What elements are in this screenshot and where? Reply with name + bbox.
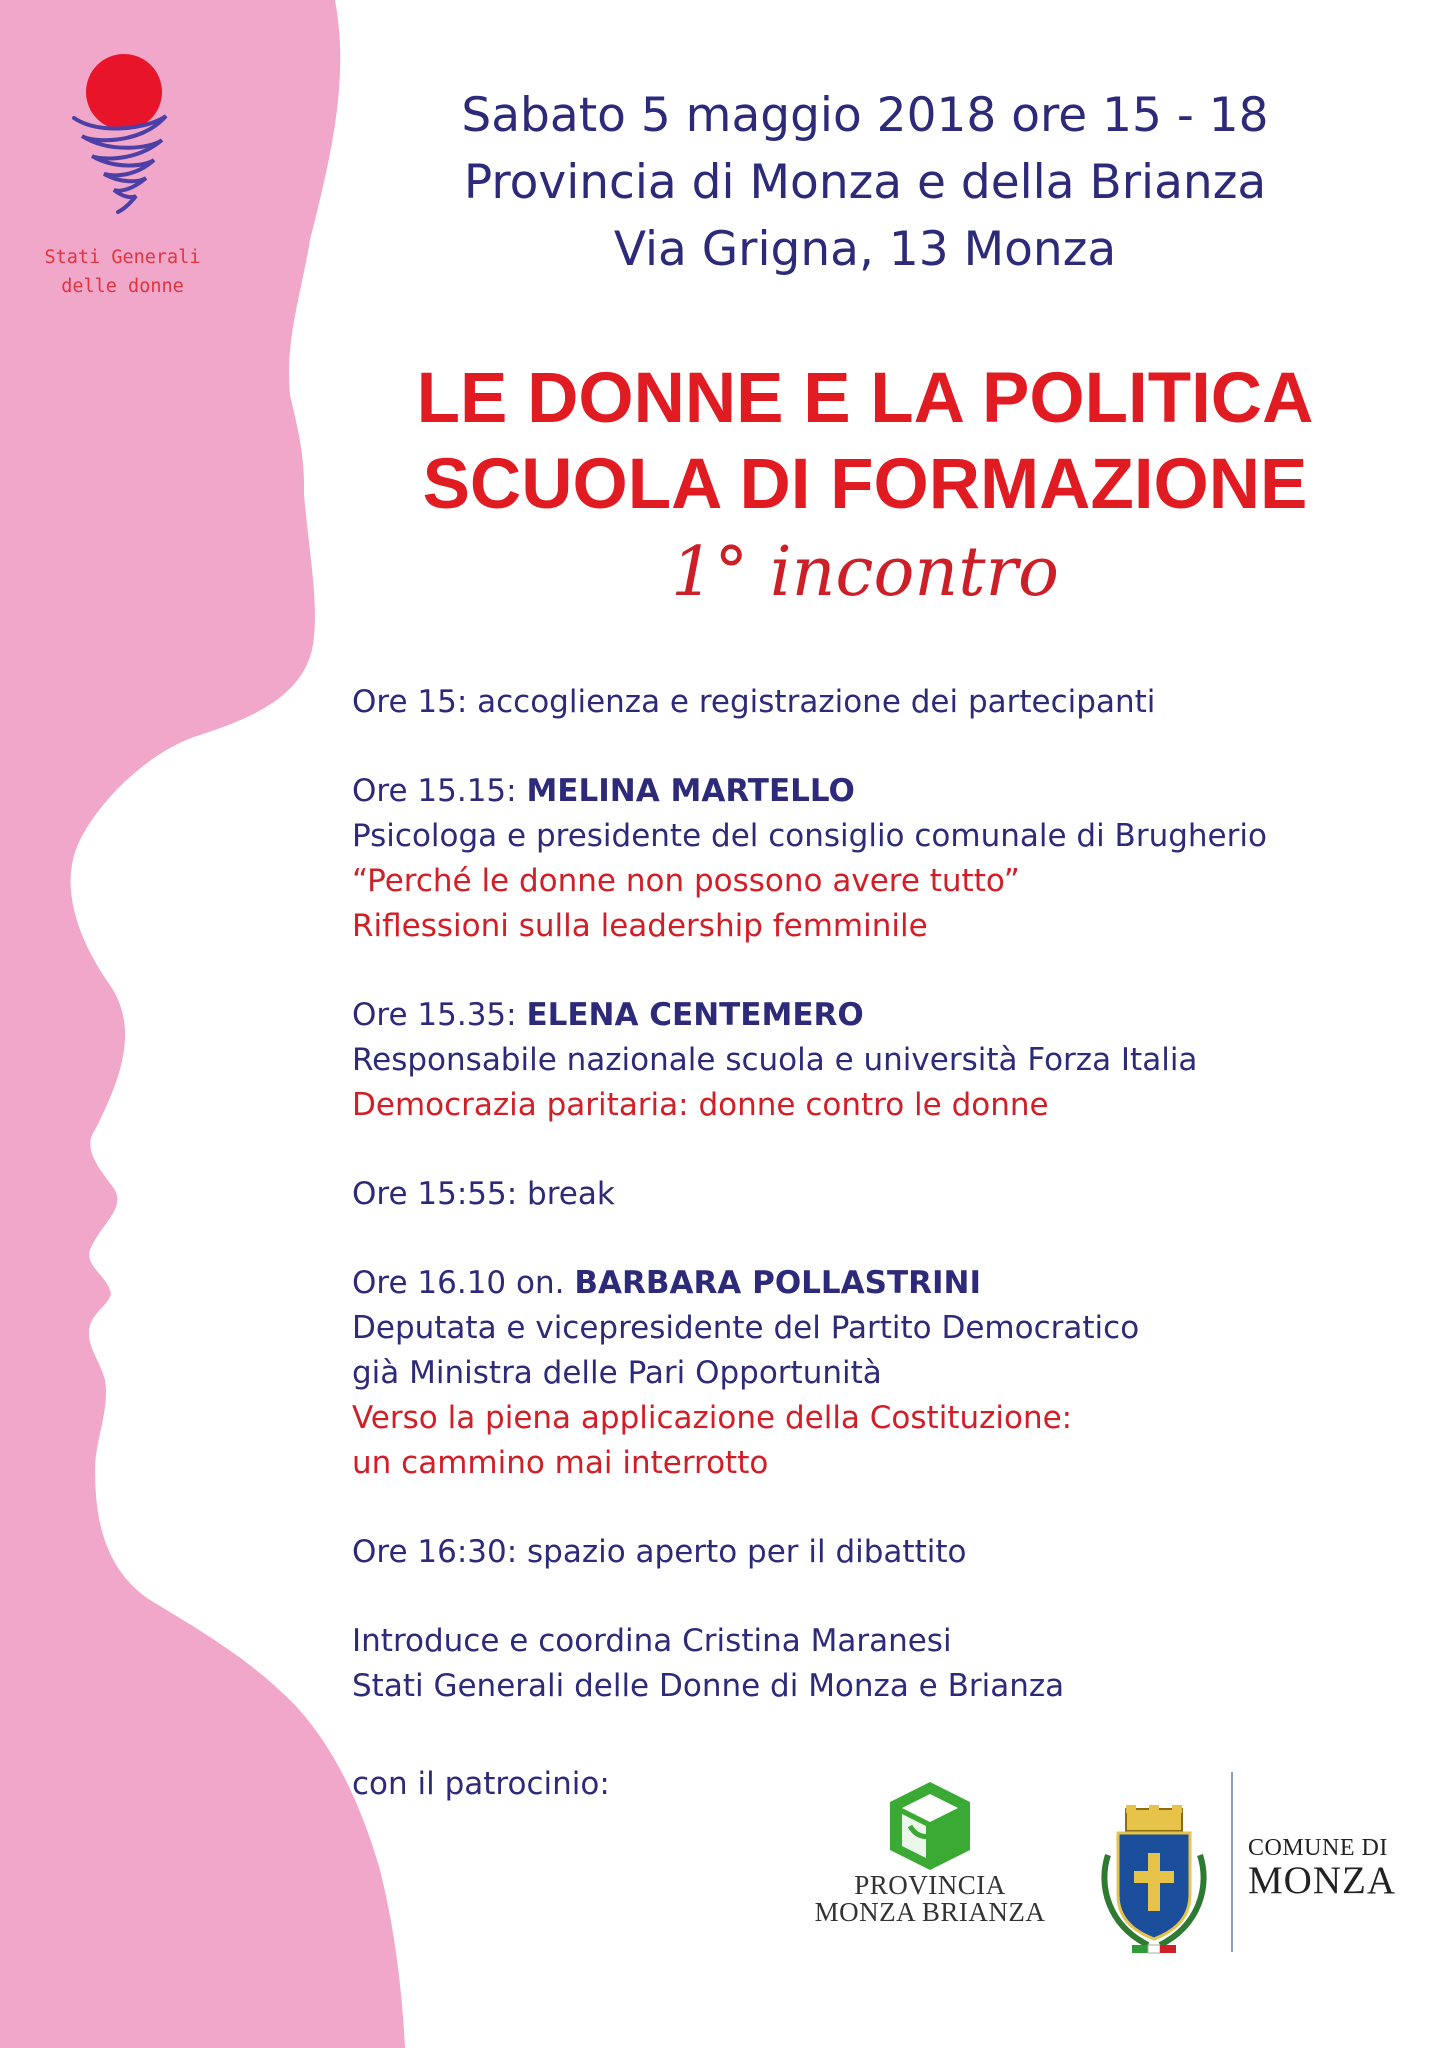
comune-logo — [1248, 1835, 1396, 1901]
event-subtitle: 1° incontro — [670, 533, 1059, 612]
talk-title: Riflessioni sulla leadership femminile — [352, 908, 928, 944]
talk-title: “Perché le donne non possono avere tutto” — [352, 863, 1020, 899]
speaker-role: Psicologa e presidente del consiglio comunale di Brugherio — [352, 818, 1267, 854]
program — [352, 680, 1412, 1709]
provincia-name-1: PROVINCIA — [854, 1870, 1006, 1900]
program-item-3-heading — [352, 1261, 1412, 1306]
coordinator: Introduce e coordina Cristina Maranesi — [352, 1623, 952, 1659]
speaker-role: Responsabile nazionale scuola e università Forza Italia — [352, 1042, 1198, 1078]
logo-caption-line2: delle donne — [61, 276, 184, 297]
program-time: Ore 15.15: — [352, 773, 527, 809]
speaker-name: MELINA MARTELLO — [526, 773, 855, 809]
program-break: Ore 15:55: break — [352, 1176, 615, 1212]
speaker-name: ELENA CENTEMERO — [526, 997, 864, 1033]
provincia-logo — [810, 1780, 1050, 1955]
sponsor-divider — [1231, 1772, 1233, 1952]
comune-name: MONZA — [1248, 1859, 1396, 1902]
comune-label: COMUNE DI — [1248, 1835, 1388, 1861]
speaker-role: Deputata e vicepresidente del Partito Democratico — [352, 1310, 1140, 1346]
event-address: Via Grigna, 13 Monza — [613, 222, 1117, 277]
talk-title: un cammino mai interrotto — [352, 1445, 769, 1481]
monza-crest-icon — [1088, 1805, 1220, 1965]
stati-generali-logo-icon — [60, 50, 180, 220]
program-debate: Ore 16:30: spazio aperto per il dibattito — [352, 1534, 967, 1570]
talk-title: Verso la piena applicazione della Costituzione: — [352, 1400, 1073, 1436]
speaker-name: BARBARA POLLASTRINI — [574, 1265, 982, 1301]
provincia-name-2: MONZA BRIANZA — [814, 1897, 1046, 1927]
program-item-1-heading — [352, 769, 1412, 814]
logo-caption-line1: Stati Generali — [44, 247, 201, 268]
coordinator-org: Stati Generali delle Donne di Monza e Brianza — [352, 1668, 1065, 1704]
title-line1: LE DONNE E LA POLITICA — [416, 359, 1314, 438]
event-date: Sabato 5 maggio 2018 ore 15 - 18 — [461, 88, 1269, 143]
event-header — [345, 82, 1385, 283]
logo-caption — [0, 243, 245, 301]
event-title — [320, 356, 1410, 528]
title-line2: SCUOLA DI FORMAZIONE — [422, 445, 1308, 524]
provincia-cube-icon — [888, 1780, 972, 1872]
program-welcome: Ore 15: accoglienza e registrazione dei partecipanti — [352, 684, 1156, 720]
event-venue: Provincia di Monza e della Brianza — [463, 155, 1267, 210]
talk-title: Democrazia paritaria: donne contro le donne — [352, 1087, 1049, 1123]
program-time: Ore 16.10 on. — [352, 1265, 575, 1301]
speaker-role: già Ministra delle Pari Opportunità — [352, 1355, 882, 1391]
sponsor-label: con il patrocinio: — [352, 1766, 610, 1802]
program-item-2-heading — [352, 993, 1412, 1038]
program-time: Ore 15.35: — [352, 997, 527, 1033]
